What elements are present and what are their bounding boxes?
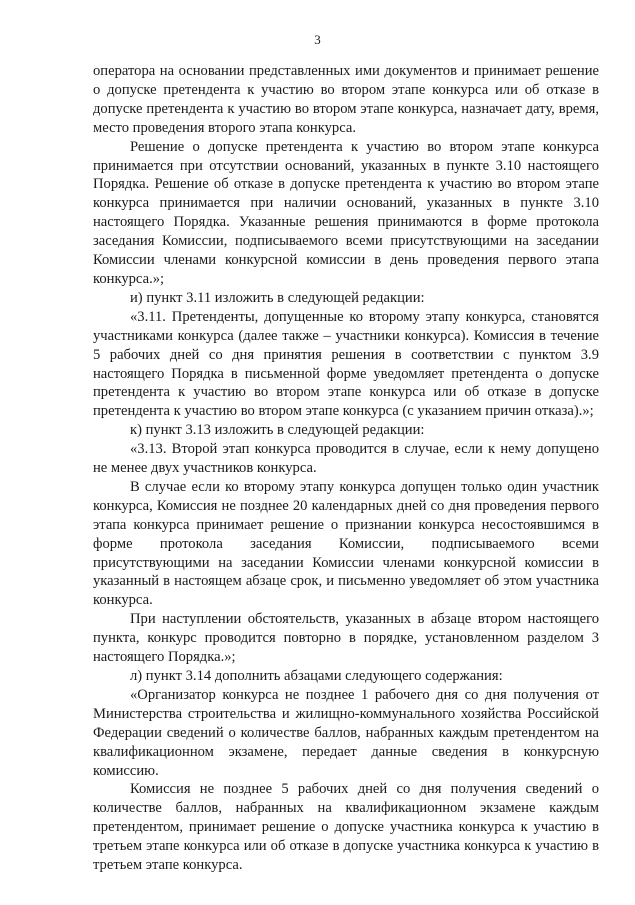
paragraph-item-l: л) пункт 3.14 дополнить абзацами следующего содержания: xyxy=(130,668,503,684)
paragraph-continuation: оператора на основании представленных ими документов и принимает решение о допуске претендента к участию во втором этапе конкурса или об отказе в допуске претендента к участию во втором этапе конкурса, назначает дату, время, место проведения второго этапа конкурса. xyxy=(93,63,599,136)
document-body xyxy=(93,62,599,875)
paragraph-organizer-transfer: «Организатор конкурса не позднее 1 рабочего дня со дня получения от Министерства строительства и жилищно-коммунального хозяйства Российской Федерации сведений о количестве баллов, набранных каждым претендентом на квалификационном экзамене, передает данные сведения в конкурсную комиссию. xyxy=(93,686,599,779)
page-number: 3 xyxy=(314,32,321,47)
paragraph-admission-decision: Решение о допуске претендента к участию во втором этапе конкурса принимается при отсутствии оснований, указанных в пункте 3.10 настоящего Порядка. Решение об отказе в допуске претендента к участию во втором этапе конкурса принимается при наличии оснований, указанных в пункте 3.10 настоящего Порядка. Указанные решения принимаются в форме протокола заседания Комиссии, подписываемого всеми присутствующими на заседании Комиссии членами конкурсной комиссии в день проведения первого этапа конкурса.»; xyxy=(93,138,599,287)
paragraph-item-k: к) пункт 3.13 изложить в следующей редакции: xyxy=(130,422,425,439)
paragraph-repeat-contest: При наступлении обстоятельств, указанных в абзаце втором настоящего пункта, конкурс проводится повторно в порядке, установленном разделом 3 настоящего Порядка.»; xyxy=(93,611,599,666)
paragraph-clause-3-11: «3.11. Претенденты, допущенные ко второму этапу конкурса, становятся участниками конкурса (далее также – участники конкурса). Комиссия в течение 5 рабочих дней со дня принятия решения в соответствии с пунктом 3.9 настоящего Порядка в письменной форме уведомляет претендента о допуске претендента к участию во втором этапе конкурса или об отказе в допуске претендента к участию во втором этапе конкурса (с указанием причин отказа).»; xyxy=(93,308,599,420)
paragraph-third-stage-decision: Комиссия не позднее 5 рабочих дней со дня получения сведений о количестве баллов, набранных на квалификационном экзамене каждым претендентом, принимает решение о допуске участника конкурса к участию в третьем этапе конкурса или об отказе в допуске участника конкурса к участию в третьем этапе конкурса. xyxy=(93,781,599,874)
paragraph-item-i: и) пункт 3.11 изложить в следующей редакции: xyxy=(130,289,425,306)
paragraph-single-participant: В случае если ко второму этапу конкурса допущен только один участник конкурса, Комиссия не позднее 20 календарных дней со дня проведения первого этапа конкурса принимает решение о признании конкурса несостоявшимся в форме протокола заседания Комиссии, подписываемого всеми присутствующими на заседании Комиссии членами конкурсной комиссии в указанный в настоящем абзаце срок, и письменно уведомляет об этом участника конкурса. xyxy=(93,478,599,609)
paragraph-clause-3-13: «3.13. Второй этап конкурса проводится в случае, если к нему допущено не менее двух участников конкурса. xyxy=(93,441,599,477)
